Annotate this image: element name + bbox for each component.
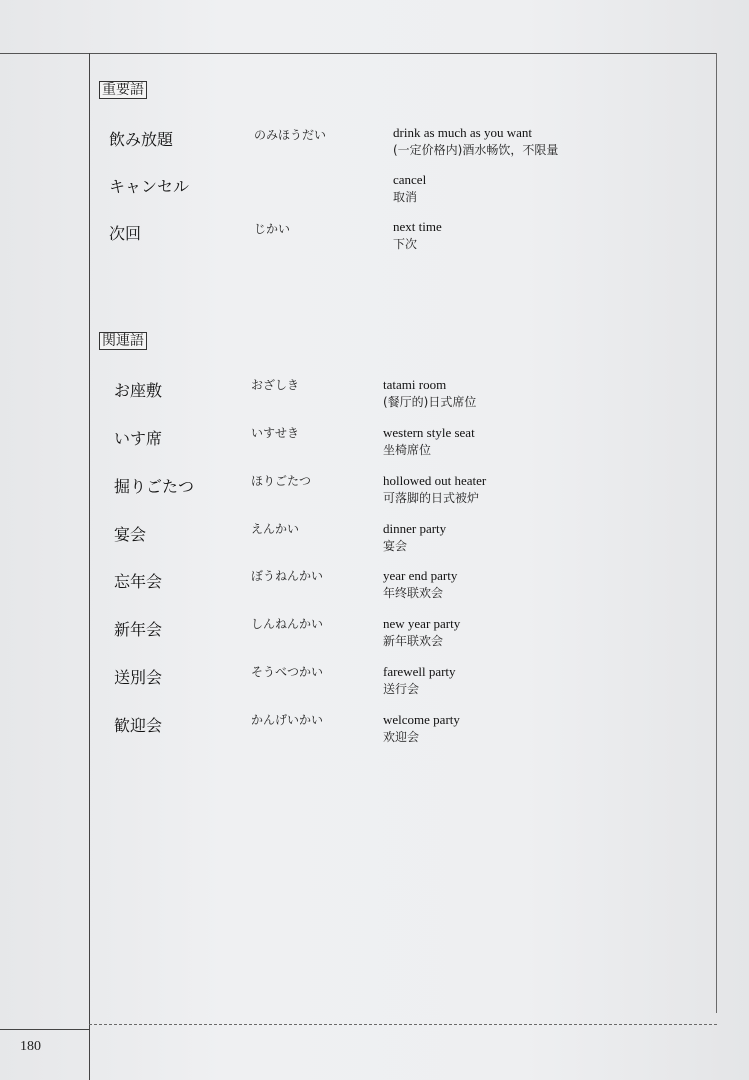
vocab-reading: ぼうねんかい: [251, 569, 324, 583]
vocab-english: farewell party: [383, 664, 456, 679]
vocab-entry: [0, 376, 749, 416]
vocab-term: キャンセル: [109, 177, 190, 196]
vocab-reading: じかい: [254, 222, 291, 236]
vocab-entry: [0, 711, 749, 751]
vocab-chinese: (餐厅的)日式席位: [383, 395, 477, 409]
vocab-reading: かんげいかい: [251, 713, 324, 727]
bottom-dashed-line: [89, 1024, 717, 1025]
vocab-term: 掘りごたつ: [114, 477, 195, 496]
vocab-chinese: 下次: [393, 237, 418, 251]
vocab-chinese: 宴会: [383, 539, 408, 553]
section-label-important-words: 重要語: [99, 81, 147, 99]
vocab-chinese: 坐椅席位: [383, 443, 432, 457]
vocab-chinese: 取消: [393, 190, 418, 204]
section-label-related-words: 関連語: [99, 332, 147, 350]
vocab-english: cancel: [393, 172, 427, 187]
vocab-english: western style seat: [383, 425, 475, 440]
vocab-entry: [0, 126, 749, 166]
vocab-term: いす席: [114, 429, 163, 448]
vocab-chinese: 新年联欢会: [383, 634, 444, 648]
vocab-entry: [0, 472, 749, 512]
vocab-english: year end party: [383, 568, 458, 583]
vocab-entry: [0, 173, 749, 213]
vocab-term: 送別会: [114, 668, 163, 687]
vocab-term: 忘年会: [114, 572, 163, 591]
vocab-english: hollowed out heater: [383, 473, 487, 488]
vocab-english: dinner party: [383, 521, 447, 536]
vocab-english: drink as much as you want: [393, 125, 533, 140]
vocab-term: 新年会: [114, 620, 163, 639]
vocab-reading: えんかい: [251, 522, 300, 536]
vocab-chinese: 可落脚的日式被炉: [383, 491, 480, 505]
vocab-english: welcome party: [383, 712, 460, 727]
vocab-reading: のみほうだい: [254, 128, 327, 142]
vocab-entry: [0, 220, 749, 260]
vocab-reading: そうべつかい: [251, 665, 324, 679]
vocab-chinese: 年终联欢会: [383, 586, 444, 600]
vocab-reading: しんねんかい: [251, 617, 324, 631]
vocab-reading: ほりごたつ: [251, 474, 312, 488]
vocab-entry: [0, 567, 749, 607]
vocab-entry: [0, 424, 749, 464]
vocab-chinese: 送行会: [383, 682, 420, 696]
vocab-term: 歓迎会: [114, 716, 163, 735]
vocab-term: お座敷: [114, 381, 163, 400]
vocab-term: 次回: [109, 224, 142, 243]
vocab-reading: いすせき: [251, 426, 300, 440]
vocab-reading: おざしき: [251, 378, 300, 392]
page-number: 180: [20, 1039, 41, 1054]
vocab-chinese: (一定价格内)酒水畅饮，不限量: [393, 143, 559, 157]
vocab-entry: [0, 520, 749, 560]
vocab-term: 宴会: [114, 525, 147, 544]
vocab-entry: [0, 663, 749, 703]
vocab-chinese: 欢迎会: [383, 730, 420, 744]
vocab-term: 飲み放題: [109, 130, 174, 149]
vocab-english: tatami room: [383, 377, 447, 392]
top-border-line: [0, 53, 716, 54]
page-number-box: [0, 1029, 89, 1070]
vocab-english: new year party: [383, 616, 461, 631]
vocab-english: next time: [393, 219, 442, 234]
vocab-entry: [0, 615, 749, 655]
